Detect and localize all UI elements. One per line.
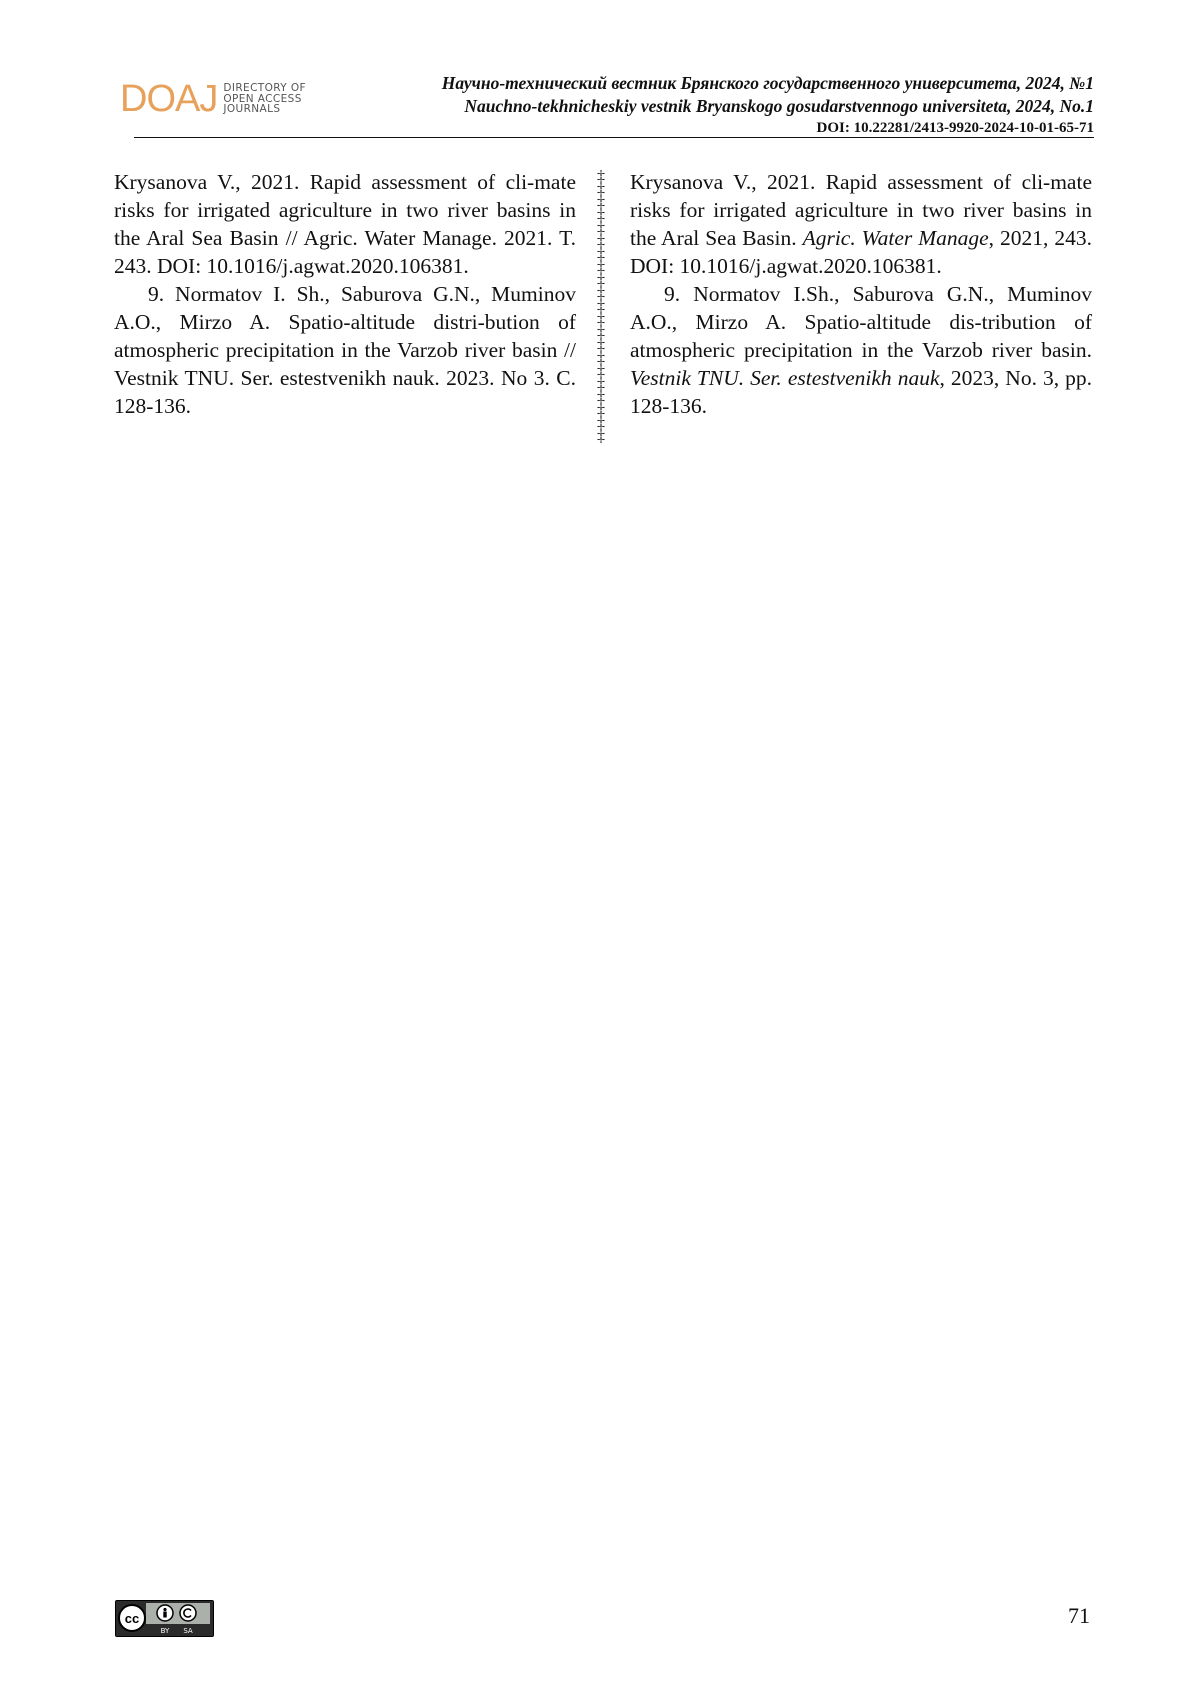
journal-title-ru: Научно-технический вестник Брянского государственного университета, 2024, №1 xyxy=(441,73,1094,93)
divider-glyph: ‡ xyxy=(597,415,605,432)
divider-glyph: ‡ xyxy=(597,324,605,341)
doaj-sub-line: JOURNALS xyxy=(223,103,281,116)
divider-glyph: ‡ xyxy=(597,194,605,211)
doaj-logo-subtitle xyxy=(223,83,306,115)
cc-by-sa-icon xyxy=(116,1601,213,1636)
reference-9: 9. Normatov I. Sh., Saburova G.N., Muminov A.O., Mirzo A. Spatio-altitude distri-bution of atmospheric precipitation in the Varzob river basin // Vestnik TNU. Ser. estestvenikh nauk. 2023. No 3. C. 128-136. xyxy=(114,282,576,418)
divider-glyph: ‡ xyxy=(597,402,605,419)
doaj-sub-line: OPEN ACCESS xyxy=(223,92,302,105)
divider-glyph: ‡ xyxy=(597,259,605,276)
license-by-label: BY xyxy=(160,1627,170,1635)
svg-text:cc: cc xyxy=(124,1611,140,1626)
divider-glyph: ‡ xyxy=(597,428,605,445)
doaj-logo xyxy=(120,78,306,120)
license-sa-label: SA xyxy=(183,1627,193,1635)
page-number: 71 xyxy=(1068,1603,1090,1628)
reference-9-translit xyxy=(630,280,1092,420)
divider-glyph: ‡ xyxy=(597,220,605,237)
divider-glyph: ‡ xyxy=(597,337,605,354)
doi-line: DOI: 10.22281/2413-9920-2024-10-01-65-71 xyxy=(816,120,1094,136)
divider-glyph: ‡ xyxy=(597,168,605,185)
ref-text: 9. Normatov I.Sh., Saburova G.N., Muminov A.O., Mirzo A. Spatio-altitude dis-tribution of atmospheric precipitation in the Varzob river basin. xyxy=(630,282,1092,362)
divider-glyph: ‡ xyxy=(597,285,605,302)
ref-text: Krysanova V., 2021. Rapid assessment of cli-mate risks for irrigated agriculture in two river basins in the Aral Sea Basin. xyxy=(630,170,1092,250)
divider-glyph: ‡ xyxy=(597,350,605,367)
divider-glyph: ‡ xyxy=(597,272,605,289)
cc-by-sa-license-badge xyxy=(115,1600,214,1637)
divider-glyph: ‡ xyxy=(597,311,605,328)
header-rule xyxy=(134,137,1094,138)
references-right-column xyxy=(630,168,1092,420)
ref-text: , 2023, No. 3, pp. 128-136. xyxy=(630,366,1092,418)
doaj-logo-mark: DOAJ xyxy=(120,78,218,120)
divider-glyph: ‡ xyxy=(597,233,605,250)
divider-glyph: ‡ xyxy=(597,363,605,380)
column-divider xyxy=(595,170,607,450)
divider-glyph: ‡ xyxy=(597,298,605,315)
divider-glyph: ‡ xyxy=(597,181,605,198)
divider-glyph: ‡ xyxy=(597,207,605,224)
divider-glyph: ‡ xyxy=(597,389,605,406)
journal-title-en: Nauchno-tekhnicheskiy vestnik Bryanskogo gosudarstvennogo universiteta, 2024, No.1 xyxy=(464,96,1094,116)
divider-glyph: ‡ xyxy=(597,376,605,393)
reference-8-continued: Krysanova V., 2021. Rapid assessment of cli-mate risks for irrigated agriculture in two river basins in the Aral Sea Basin // Agric. Water Manage. 2021. T. 243. DOI: 10.1016/j.agwat.2020.106381. xyxy=(114,170,576,278)
doaj-sub-line: DIRECTORY OF xyxy=(223,82,306,95)
reference-8-continued-translit xyxy=(630,168,1092,280)
divider-glyph: ‡ xyxy=(597,246,605,263)
journal-name: Agric. Water Manage xyxy=(802,226,989,250)
references-left-column xyxy=(114,168,576,420)
ref-text: , 2021, 243. DOI: 10.1016/j.agwat.2020.106381. xyxy=(630,226,1092,278)
journal-name: Vestnik TNU. Ser. estestvenikh nauk xyxy=(630,366,940,390)
